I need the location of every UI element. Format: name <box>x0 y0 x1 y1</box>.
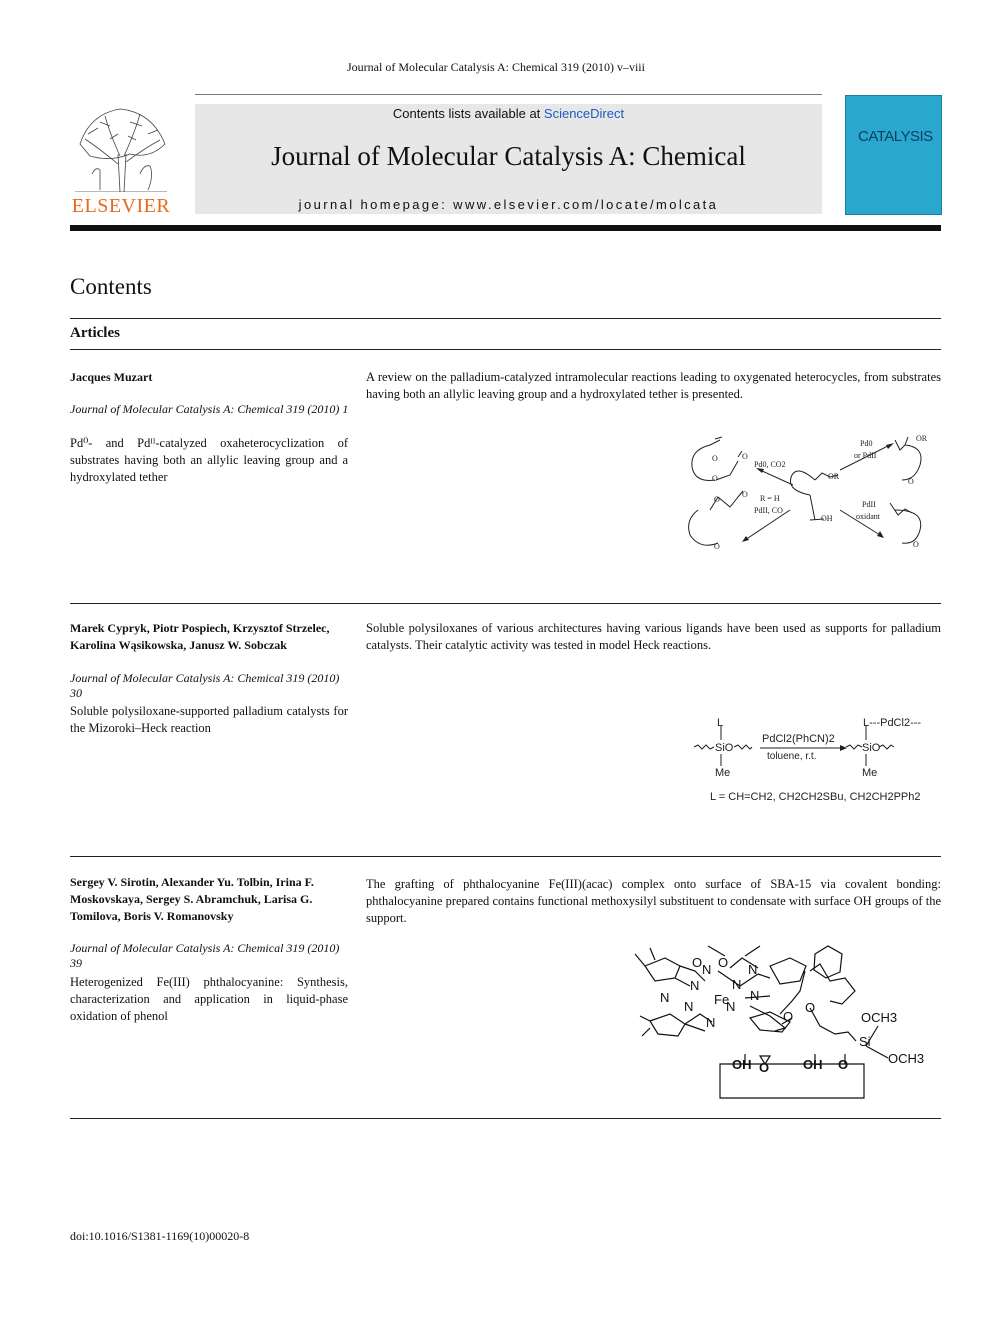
contents-available-line <box>195 106 822 121</box>
graphical-abstract-scheme-3 <box>630 936 935 1104</box>
atom-n: N <box>748 962 758 977</box>
atom-o: O <box>783 1009 794 1024</box>
cover-title: CATALYSIS <box>858 128 933 145</box>
publisher-wordmark: ELSEVIER <box>71 195 171 217</box>
divider <box>70 1118 941 1119</box>
label-oxidant: oxidant <box>856 512 880 521</box>
atom-o: O <box>718 955 729 970</box>
article-citation[interactable]: Journal of Molecular Catalysis A: Chemical 319 (2010) 1 <box>70 402 349 416</box>
graphical-abstract-scheme-1 <box>680 425 940 555</box>
atom-o: O <box>908 477 914 486</box>
divider <box>70 349 941 350</box>
atom-si: Si <box>859 1034 871 1049</box>
ring-left-bottom <box>689 510 718 545</box>
label-r-h: R = H <box>760 494 780 503</box>
article-title[interactable]: Pd⁰- and Pdᴵᴵ-catalyzed oxaheterocyclization of substrates having both an allylic leaving group and a hydroxylated tether <box>70 436 348 484</box>
atom-o: O <box>759 1060 770 1075</box>
divider <box>70 856 941 857</box>
label-or-pdii: or PdII <box>854 451 877 460</box>
article-abstract: Soluble polysiloxanes of various architectures having various ligands have been used as supports for palladium catalysts. Their catalytic activity was tested in model Heck reactions. <box>366 621 941 652</box>
atom-n: N <box>726 999 736 1014</box>
atom-o: O <box>714 495 720 504</box>
journal-title: Journal of Molecular Catalysis A: Chemical <box>271 141 746 171</box>
header-rule <box>70 225 941 231</box>
divider <box>70 318 941 319</box>
atom-o: O <box>913 540 919 549</box>
article-citation[interactable]: Journal of Molecular Catalysis A: Chemical 319 (2010) 30 <box>70 671 340 700</box>
atom-o: O <box>712 454 718 463</box>
atom-o: O <box>742 490 748 499</box>
label-pd0: Pd0 <box>860 439 873 448</box>
atom-fe: Fe <box>714 992 730 1007</box>
article-authors: Sergey V. Sirotin, Alexander Yu. Tolbin, Irina F. Moskovskaya, Sergey S. Abramchuk, Larisa G. Tomilova, Boris V. Romanovsky <box>70 875 314 923</box>
journal-cover-image <box>845 95 942 215</box>
label-pdii-co: PdII, CO <box>754 506 783 515</box>
label-me: Me <box>715 767 731 779</box>
label-or-center: OR <box>828 472 840 481</box>
doi[interactable]: doi:10.1016/S1381-1169(10)00020-8 <box>70 1229 250 1243</box>
section-heading: Articles <box>70 325 120 341</box>
label-definition: L = CH=CH2, CH2CH2SBu, CH2CH2PPh2 <box>710 791 921 803</box>
article-citation[interactable]: Journal of Molecular Catalysis A: Chemical 319 (2010) 39 <box>70 941 340 970</box>
graphical-abstract-scheme-2 <box>690 712 940 807</box>
article-authors: Jacques Muzart <box>70 370 153 384</box>
label-me: Me <box>862 767 878 779</box>
contents-available-text: Contents lists available at <box>392 106 544 121</box>
ring-right-bottom <box>895 510 921 543</box>
phenyl-ring <box>814 946 842 978</box>
page-title: Contents <box>70 274 152 299</box>
group-oh: OH <box>803 1057 823 1072</box>
arrow-to-left-top <box>760 470 793 485</box>
atom-o: O <box>838 1057 849 1072</box>
group-och3: OCH3 <box>888 1051 925 1066</box>
atom-o: O <box>742 452 748 461</box>
atom-n: N <box>750 988 760 1003</box>
label-l-pdcl2: L---PdCl2--- <box>863 717 922 729</box>
journal-homepage[interactable]: journal homepage: www.elsevier.com/locate/molcata <box>298 197 719 212</box>
wavy-bond <box>694 745 714 749</box>
article-abstract: The grafting of phthalocyanine Fe(III)(acac) complex onto surface of SBA-15 via covalent bonding: phthalocyanine prepared contains functional methoxysilyl substituent to condensate with surface OH groups of the support. <box>366 877 941 925</box>
atom-n: N <box>702 962 712 977</box>
atom-n: N <box>684 999 694 1014</box>
atom-o: O <box>712 474 718 483</box>
ring-right-top <box>902 445 921 480</box>
label-reagent: PdCl2(PhCN)2 <box>762 733 835 745</box>
label-sio: SiO <box>862 742 881 754</box>
divider <box>70 603 941 604</box>
article-abstract: A review on the palladium-catalyzed intramolecular reactions leading to oxygenated heterocycles, from substrates having both an allylic leaving group and a hydroxylated tether is presented. <box>366 370 941 401</box>
benzo-ring <box>770 958 806 984</box>
label-sio: SiO <box>715 742 734 754</box>
article-title[interactable]: Heterogenized Fe(III) phthalocyanine: Synthesis, characterization and application in liquid-phase oxidation of phenol <box>70 975 348 1023</box>
running-head: Journal of Molecular Catalysis A: Chemical 319 (2010) v–viii <box>347 60 645 74</box>
atom-n: N <box>706 1015 716 1030</box>
atom-o: O <box>692 955 703 970</box>
benzo-ring <box>645 958 680 981</box>
label-l: L <box>717 717 724 729</box>
article-authors: Marek Cypryk, Piotr Pospiech, Krzysztof Strzelec, Karolina Wąsikowska, Janusz W. Sobczak <box>70 621 330 652</box>
benzo-ring <box>650 1014 685 1036</box>
atom-n: N <box>660 990 670 1005</box>
article-title[interactable]: Soluble polysiloxane-supported palladium catalysts for the Mizoroki–Heck reaction <box>70 704 348 735</box>
label-pd0-co2: Pd0, CO2 <box>754 460 786 469</box>
label-or: OR <box>916 434 928 443</box>
atom-n: N <box>732 977 742 992</box>
group-och3: OCH3 <box>861 1010 898 1025</box>
atom-o: O <box>714 542 720 551</box>
atom-n: N <box>690 978 700 993</box>
label-pdii: PdII <box>862 500 876 509</box>
group-oh: OH <box>732 1057 752 1072</box>
ring-center <box>790 471 815 495</box>
banner-top-line <box>195 94 822 95</box>
label-oh: OH <box>821 514 833 523</box>
label-conditions: toluene, r.t. <box>767 751 817 762</box>
elsevier-tree-logo <box>70 104 172 192</box>
sciencedirect-link[interactable]: ScienceDirect <box>543 106 625 121</box>
atom-o: O <box>805 1000 816 1015</box>
